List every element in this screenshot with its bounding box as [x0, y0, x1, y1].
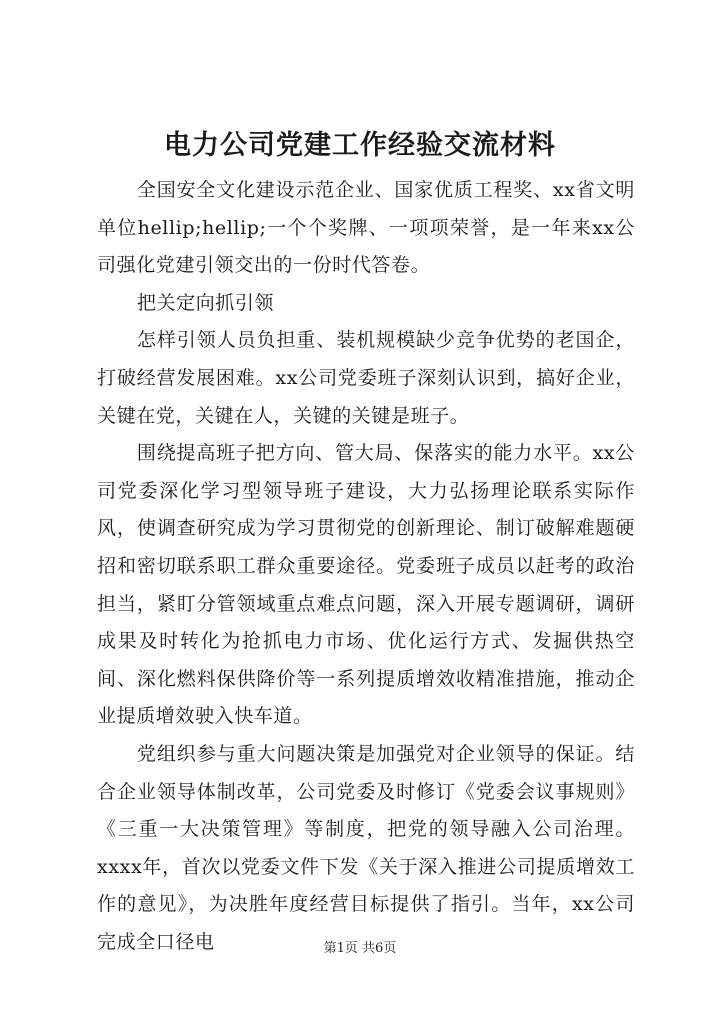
paragraph: 围绕提高班子把方向、管大局、保落实的能力水平。xx公司党委深化学习型领导班子建设，大力弘扬理论联系实际作风，使调查研究成为学习贯彻党的创新理论、制订破解难题硬招和密切联系职工群众重要途径。党委班子成员以赶考的政治担当，紧盯分管领域重点难点问题，深入开展专题调研，调研成果及时转化为抢抓电力市场、优化运行方式、发掘供热空间、深化燃料保供降价等一系列提质增效收精准措施，推动企业提质增效驶入快车道。: [97, 442, 635, 728]
paragraph: 党组织参与重大问题决策是加强党对企业领导的保证。结合企业领导体制改革，公司党委及时修订《党委会议事规则》《三重一大决策管理》等制度，把党的领导融入公司治理。xxxx年，首次以党委文件下发《关于深入推进公司提质增效工作的意见》，为决胜年度经营目标提供了指引。当年，xx公司完成全口径电: [97, 742, 635, 953]
section-heading: 把关定向抓引领: [136, 291, 275, 314]
paragraph-intro: 全国安全文化建设示范企业、国家优质工程奖、xx省文明单位hellip;hellip;一个个奖牌、一项项荣誉，是一年来xx公司强化党建引领交出的一份时代答卷。: [97, 179, 635, 277]
paragraph: 怎样引领人员负担重、装机规模缺少竞争优势的老国企，打破经营发展困难。xx公司党委班子深刻认识到，搞好企业，关键在党，关键在人，关键的关键是班子。: [97, 329, 635, 427]
document-body: [97, 172, 635, 961]
page-number-footer: 第1页 共6页: [323, 941, 397, 956]
document-title: 电力公司党建工作经验交流材料: [164, 130, 556, 161]
